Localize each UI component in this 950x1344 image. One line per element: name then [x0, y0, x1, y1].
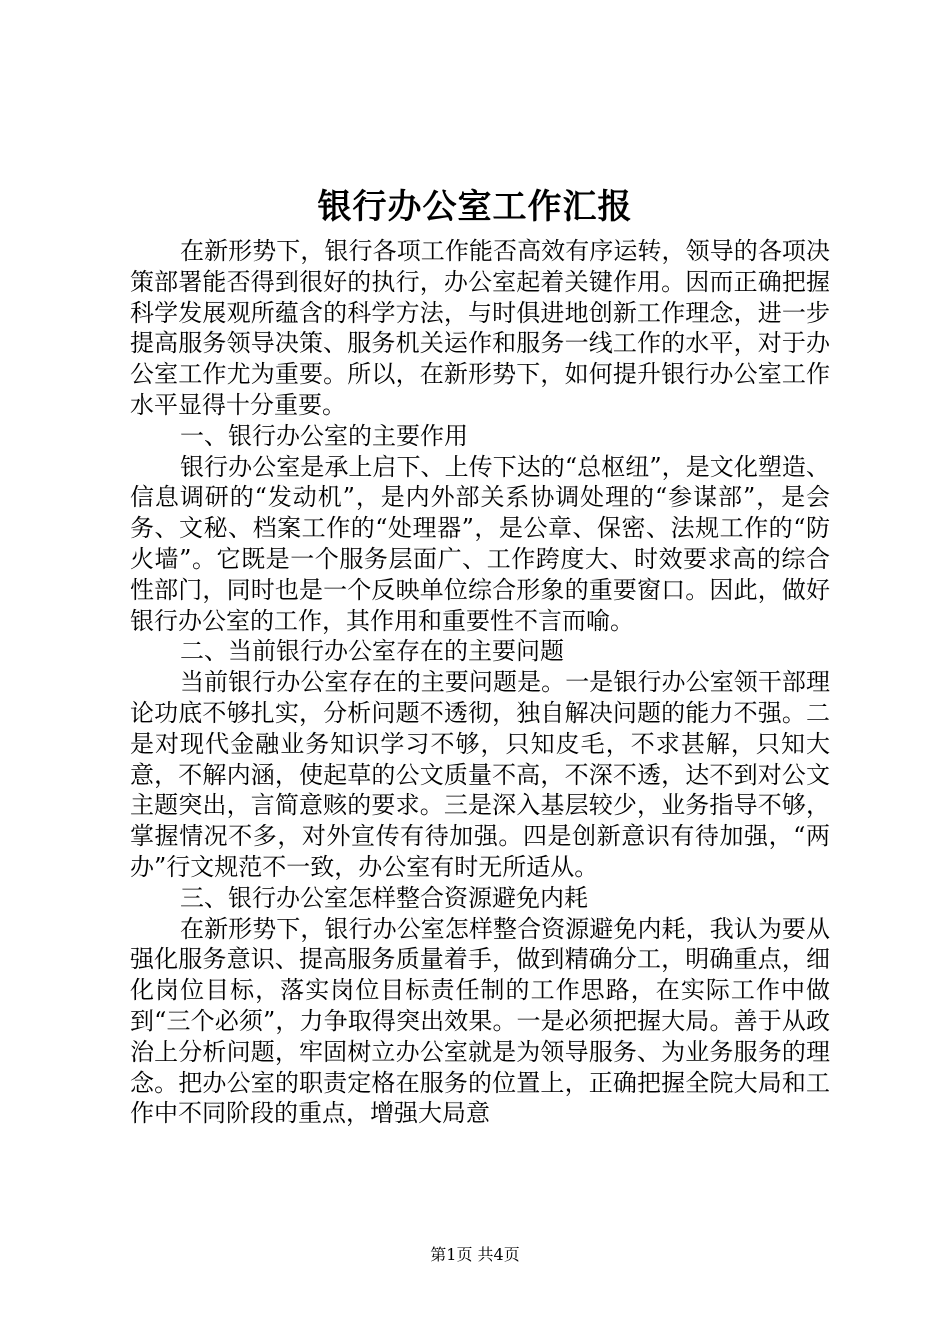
page-footer: 第1页 共4页: [430, 1245, 520, 1264]
section-heading-3: 三、银行办公室怎样整合资源避免内耗: [180, 883, 588, 912]
document-title: 银行办公室工作汇报: [317, 187, 633, 227]
section-heading-1: 一、银行办公室的主要作用: [180, 421, 468, 450]
paragraph-intro: 在新形势下，银行各项工作能否高效有序运转，领导的各项决策部署能否得到很好的执行，办公室起着关键作用。因而正确把握科学发展观所蕴含的科学方法，与时俱进地创新工作理念，进一步提高服务领导决策、服务机关运作和服务一线工作的水平，对于办公室工作尤为重要。所以，在新形势下，如何提升银行办公室工作水平显得十分重要。: [130, 237, 830, 419]
document-body: [130, 236, 830, 1129]
paragraph-section-1: 银行办公室是承上启下、上传下达的“总枢纽”，是文化塑造、信息调研的“发动机”，是内外部关系协调处理的“参谋部”，是会务、文秘、档案工作的“处理器”，是公章、保密、法规工作的“防火墙”。它既是一个服务层面广、工作跨度大、时效要求高的综合性部门，同时也是一个反映单位综合形象的重要窗口。因此，做好银行办公室的工作，其作用和重要性不言而喻。: [130, 452, 830, 635]
paragraph-section-2: 当前银行办公室存在的主要问题是。一是银行办公室领干部理论功底不够扎实，分析问题不透彻，独自解决问题的能力不强。二是对现代金融业务知识学习不够，只知皮毛，不求甚解，只知大意，不解内涵，使起草的公文质量不高，不深不透，达不到对公文主题突出，言简意赅的要求。三是深入基层较少，业务指导不够，掌握情况不多，对外宣传有待加强。四是创新意识有待加强，“两办”行文规范不一致，办公室有时无所适从。: [130, 668, 830, 881]
paragraph-section-3: 在新形势下，银行办公室怎样整合资源避免内耗，我认为要从强化服务意识、提高服务质量着手，做到精确分工，明确重点，细化岗位目标，落实岗位目标责任制的工作思路，在实际工作中做到“三个必须”，力争取得突出效果。一是必须把握大局。善于从政治上分析问题，牢固树立办公室就是为领导服务、为业务服务的理念。把办公室的职责定格在服务的位置上，正确把握全院大局和工作中不同阶段的重点，增强大局意: [130, 914, 830, 1128]
section-heading-2: 二、当前银行办公室存在的主要问题: [180, 637, 564, 666]
